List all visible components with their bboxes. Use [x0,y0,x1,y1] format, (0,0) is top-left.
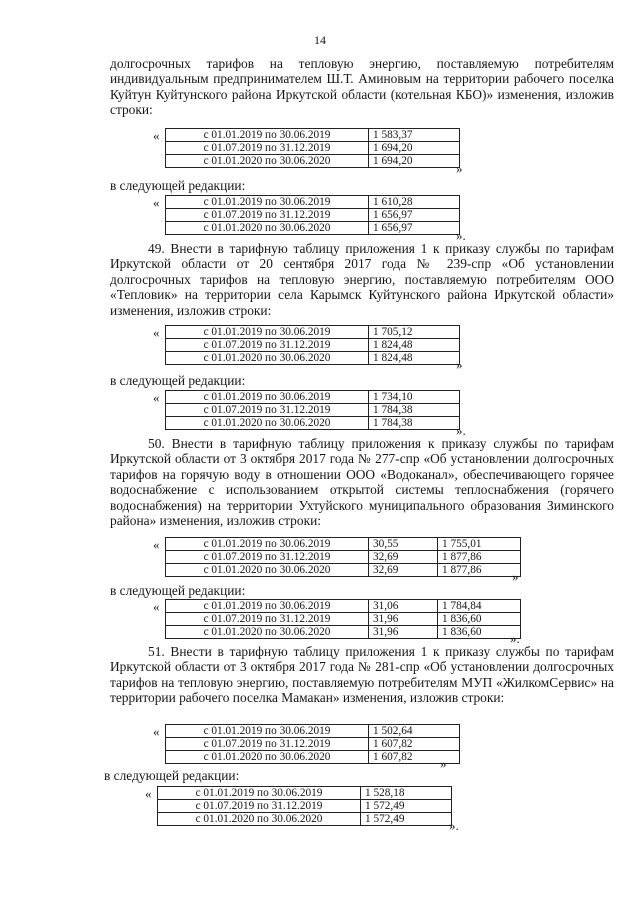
tariff-cell: 1 877,86 [438,551,521,564]
period-cell: с 01.07.2019 по 31.12.2019 [166,404,369,417]
close-quote: ». [510,631,520,646]
old-rates-table [165,128,460,168]
open-quote: « [153,195,160,210]
tariff-cell: 1 694,20 [369,155,460,168]
table-row [166,738,460,751]
period-cell: с 01.01.2020 по 30.06.2020 [166,222,369,235]
close-quote: » [512,569,519,584]
open-quote: « [153,724,160,739]
tariff-cell: 1 755,01 [438,538,521,551]
new-edition-intro: в следующей редакции: [110,373,246,388]
tariff-cell: 1 734,10 [369,391,460,404]
period-cell: с 01.07.2019 по 31.12.2019 [166,738,369,751]
tariff-cell: 1 610,28 [369,196,460,209]
new-rates-table [157,786,452,826]
period-cell: с 01.01.2020 по 30.06.2020 [166,626,369,639]
table-row [166,391,460,404]
old-rates-table [165,537,521,577]
period-cell: с 01.07.2019 по 31.12.2019 [166,209,369,222]
tariff-cell: 1 607,82 [369,738,460,751]
tariff-cell: 31,96 [369,626,438,639]
close-quote: ». [456,228,466,243]
table-row [166,155,460,168]
tariff-cell: 1 694,20 [369,142,460,155]
table-row [166,564,521,577]
open-quote: « [153,128,160,143]
table-row [158,800,452,813]
period-cell: с 01.01.2020 по 30.06.2020 [166,564,369,577]
tariff-cell: 1 836,60 [438,626,521,639]
period-cell: с 01.01.2019 по 30.06.2019 [158,787,361,800]
table-row [158,813,452,826]
table-row [166,209,460,222]
period-cell: с 01.01.2019 по 30.06.2019 [166,600,369,613]
tariff-cell: 31,06 [369,600,438,613]
tariff-cell: 1 528,18 [361,787,452,800]
table-row [166,196,460,209]
period-cell: с 01.01.2019 по 30.06.2019 [166,326,369,339]
close-quote: » [440,756,447,771]
period-cell: с 01.07.2019 по 31.12.2019 [166,613,369,626]
close-quote: » [456,161,463,176]
open-quote: « [153,599,160,614]
period-cell: с 01.07.2019 по 31.12.2019 [166,551,369,564]
table-row [166,339,460,352]
new-rates-table [165,599,521,639]
old-rates-table [165,724,460,764]
tariff-cell: 1 572,49 [361,813,452,826]
period-cell: с 01.01.2020 по 30.06.2020 [166,155,369,168]
open-quote: « [153,537,160,552]
table-row [166,751,460,764]
open-quote: « [153,325,160,340]
tariff-cell: 1 784,84 [438,600,521,613]
paragraph-48-continuation: долгосрочных тарифов на тепловую энергию, поставляемую потребителям индивидуальным предпринимателем Ш.Т. Аминовым на территории рабочего поселка Куйтун Куйтунского района Иркутской области (котельная КБО)» изменения, изложив строки: [110,56,614,118]
period-cell: с 01.01.2019 по 30.06.2019 [166,196,369,209]
new-edition-intro: в следующей редакции: [104,768,240,783]
table-row [166,600,521,613]
tariff-cell: 1 877,86 [438,564,521,577]
period-cell: с 01.01.2019 по 30.06.2019 [166,129,369,142]
tariff-cell: 1 784,38 [369,404,460,417]
table-row [166,551,521,564]
tariff-cell: 32,69 [369,551,438,564]
tariff-cell: 1 607,82 [369,751,460,764]
tariff-cell: 1 784,38 [369,417,460,430]
open-quote: « [153,390,160,405]
tariff-cell: 1 824,48 [369,339,460,352]
table-row [166,725,460,738]
period-cell: с 01.07.2019 по 31.12.2019 [158,800,361,813]
tariff-cell: 1 705,12 [369,326,460,339]
table-row [166,129,460,142]
period-cell: с 01.01.2020 по 30.06.2020 [158,813,361,826]
table-row [166,222,460,235]
paragraph-49: 49. Внести в тарифную таблицу приложения 1 к приказу службы по тарифам Иркутской области от 20 сентября 2017 года № 239-спр «Об установлении долгосрочных тарифов на тепловую энергию, поставляемую потребителям ООО «Тепловик» на территории села Карымск Куйтунского района Иркутской области» изменения, изложив строки: [110,241,614,318]
table-row [158,787,452,800]
tariff-cell: 1 502,64 [369,725,460,738]
period-cell: с 01.01.2019 по 30.06.2019 [166,391,369,404]
table-row [166,417,460,430]
new-edition-intro: в следующей редакции: [110,583,246,598]
tariff-cell: 1 656,97 [369,222,460,235]
new-rates-table [165,390,460,430]
tariff-cell: 32,69 [369,564,438,577]
page-number: 14 [314,33,326,47]
period-cell: с 01.01.2019 по 30.06.2019 [166,725,369,738]
tariff-cell: 1 656,97 [369,209,460,222]
period-cell: с 01.01.2020 по 30.06.2020 [166,751,369,764]
table-row [166,613,521,626]
paragraph-50: 50. Внести в тарифную таблицу приложения к приказу службы по тарифам Иркутской области от 3 октября 2017 года № 277-спр «Об установлении долгосрочных тарифов на горячую воду в отношении ООО «Водоканал», обеспечивающего горячее водоснабжение с использованием открытой системы теплоснабжения (горячего водоснабжения) на территории Ухтуйского муниципального образования Зиминского района» изменения, изложив строки: [110,436,614,529]
close-quote: ». [456,423,466,438]
tariff-cell: 1 583,37 [369,129,460,142]
tariff-cell: 1 572,49 [361,800,452,813]
table-row [166,352,460,365]
open-quote: « [145,786,152,801]
new-edition-intro: в следующей редакции: [110,178,246,193]
table-row [166,142,460,155]
period-cell: с 01.01.2019 по 30.06.2019 [166,538,369,551]
table-row [166,326,460,339]
period-cell: с 01.07.2019 по 31.12.2019 [166,339,369,352]
table-row [166,626,521,639]
paragraph-51: 51. Внести в тарифную таблицу приложения 1 к приказу службы по тарифам Иркутской области от 3 октября 2017 года № 281-спр «Об установлении долгосрочных тарифов на тепловую энергию, поставляемую потребителям МУП «ЖилкомСервис» на территории рабочего поселка Мамакан» изменения, изложив строки: [110,644,614,706]
period-cell: с 01.01.2020 по 30.06.2020 [166,352,369,365]
tariff-cell: 1 836,60 [438,613,521,626]
period-cell: с 01.07.2019 по 31.12.2019 [166,142,369,155]
period-cell: с 01.01.2020 по 30.06.2020 [166,417,369,430]
table-row [166,404,460,417]
old-rates-table [165,325,460,365]
close-quote: ». [449,818,459,833]
new-rates-table [165,195,460,235]
tariff-cell: 30,55 [369,538,438,551]
table-row [166,538,521,551]
close-quote: » [456,357,463,372]
tariff-cell: 1 824,48 [369,352,460,365]
tariff-cell: 31,96 [369,613,438,626]
